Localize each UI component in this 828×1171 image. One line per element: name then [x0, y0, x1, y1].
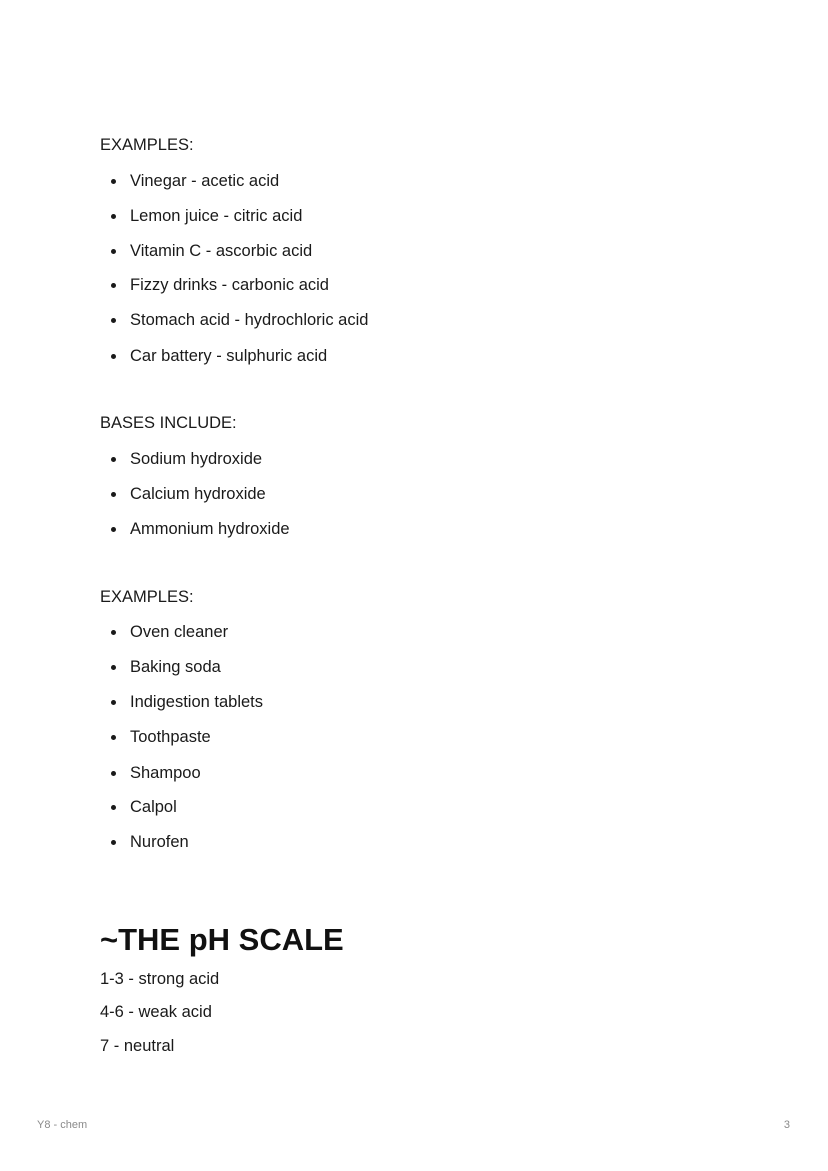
ph-scale-line: 4-6 - weak acid	[100, 1003, 212, 1021]
list-item: Calpol	[100, 797, 177, 817]
bullet-icon	[111, 179, 116, 184]
list-item: Calcium hydroxide	[100, 484, 266, 504]
bullet-icon	[111, 249, 116, 254]
list-item: Ammonium hydroxide	[100, 519, 290, 539]
list-item: Shampoo	[100, 763, 201, 783]
list-item: Baking soda	[100, 657, 221, 677]
footer-document-title: Y8 - chem	[37, 1119, 88, 1131]
list-item: Sodium hydroxide	[100, 449, 262, 469]
list-item: Car battery - sulphuric acid	[100, 346, 327, 366]
list-item: Vinegar - acetic acid	[100, 171, 279, 191]
ph-scale-line: 1-3 - strong acid	[100, 970, 220, 988]
bullet-icon	[111, 840, 116, 845]
list-item: Stomach acid - hydrochloric acid	[100, 310, 368, 330]
list-item: Lemon juice - citric acid	[100, 206, 302, 226]
bullet-icon	[111, 735, 116, 740]
bullet-icon	[111, 700, 116, 705]
bullet-icon	[111, 665, 116, 670]
bullet-icon	[111, 805, 116, 810]
list-item: Vitamin C - ascorbic acid	[100, 241, 312, 261]
bullet-icon	[111, 318, 116, 323]
list-item: Indigestion tablets	[100, 692, 263, 712]
ph-scale-line: 7 - neutral	[100, 1037, 175, 1055]
list-item: Toothpaste	[100, 727, 211, 747]
list-item: Fizzy drinks - carbonic acid	[100, 275, 329, 295]
bullet-icon	[111, 492, 116, 497]
acids-examples-label: EXAMPLES:	[100, 136, 194, 154]
bullet-icon	[111, 283, 116, 288]
bullet-icon	[111, 214, 116, 219]
bullet-icon	[111, 771, 116, 776]
bullet-icon	[111, 457, 116, 462]
bases-examples-label: EXAMPLES:	[100, 588, 194, 606]
bullet-icon	[111, 630, 116, 635]
list-item: Oven cleaner	[100, 622, 228, 642]
footer-page-number: 3	[783, 1119, 790, 1131]
ph-scale-heading: ~THE pH SCALE	[100, 922, 344, 957]
bullet-icon	[111, 354, 116, 359]
bullet-icon	[111, 527, 116, 532]
list-item: Nurofen	[100, 832, 189, 852]
bases-label: BASES INCLUDE:	[100, 414, 237, 432]
